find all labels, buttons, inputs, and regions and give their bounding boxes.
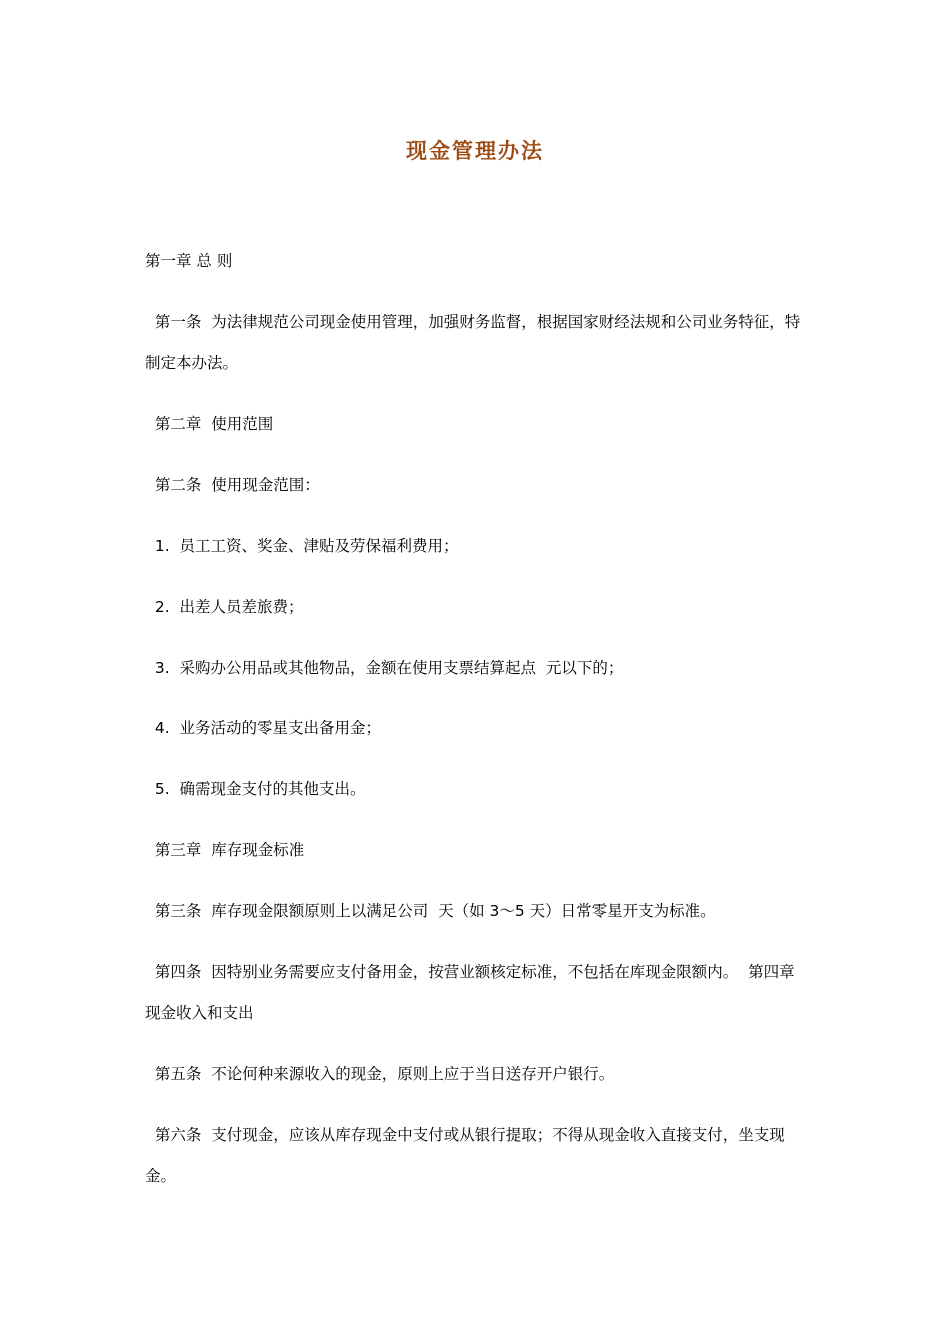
- list-item-5: 5. 确需现金支付的其他支出。: [145, 780, 366, 798]
- chapter-2-heading: 第二章 使用范围: [145, 415, 274, 433]
- article-4: 第四条 因特别业务需要应支付备用金，按营业额核定标准，不包括在库现金限额内。 第四章 现金收入和支出: [145, 963, 805, 1022]
- list-item-2: 2. 出差人员差旅费；: [145, 598, 304, 616]
- article-2: 第二条 使用现金范围：: [145, 476, 320, 494]
- list-item-4: 4. 业务活动的零星支出备用金；: [145, 719, 382, 737]
- article-1: 第一条 为法律规范公司现金使用管理，加强财务监督，根据国家财经法规和公司业务特征，特制定本办法。: [145, 313, 801, 372]
- chapter-3-heading: 第三章 库存现金标准: [145, 841, 305, 859]
- article-6: 第六条 支付现金，应该从库存现金中支付或从银行提取；不得从现金收入直接支付，坐支现金。: [145, 1126, 785, 1185]
- list-item-3: 3. 采购办公用品或其他物品，金额在使用支票结算起点 元以下的；: [145, 659, 624, 677]
- article-3: 第三条 库存现金限额原则上以满足公司 天（如 3～5 天）日常零星开支为标准。: [145, 902, 716, 920]
- article-5: 第五条 不论何种来源收入的现金，原则上应于当日送存开户银行。: [145, 1065, 615, 1083]
- chapter-1-heading: 第一章 总 则: [145, 252, 233, 270]
- list-item-1: 1. 员工工资、奖金、津贴及劳保福利费用；: [145, 537, 459, 555]
- document-title: 现金管理办法: [406, 139, 544, 163]
